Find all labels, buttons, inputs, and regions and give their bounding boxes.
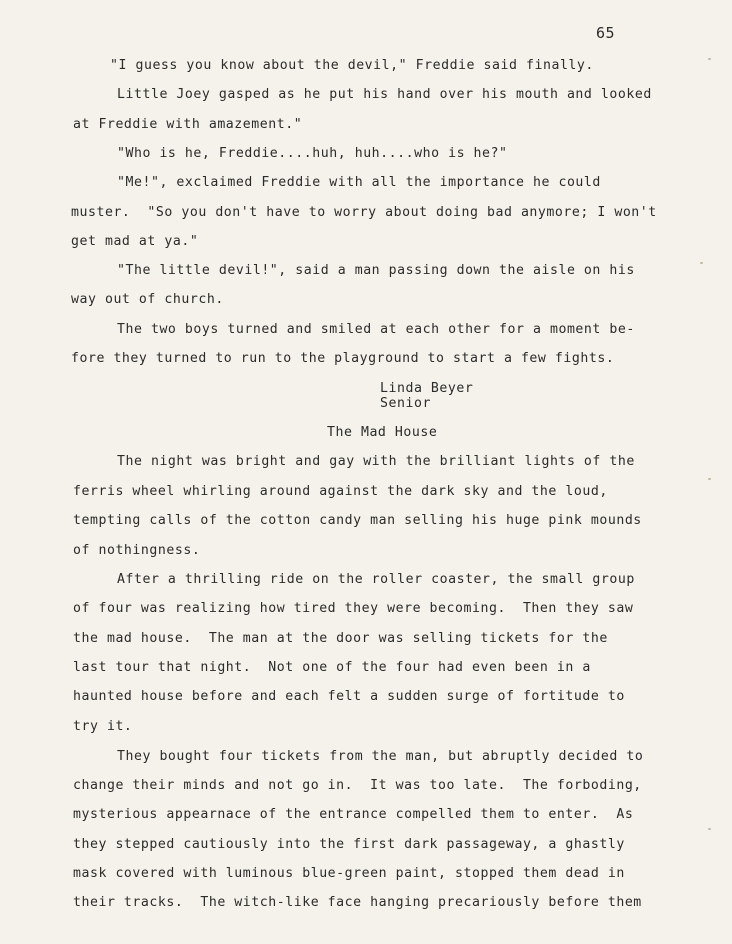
paper-speck	[708, 478, 711, 480]
author-name: Linda Beyer	[380, 381, 474, 396]
text-line: get mad at ya."	[71, 234, 199, 249]
text-line: The night was bright and gay with the brilliant lights of the	[117, 454, 635, 469]
author-class: Senior	[380, 396, 431, 411]
text-line: Little Joey gasped as he put his hand over his mouth and looked	[117, 87, 652, 102]
text-line: ferris wheel whirling around against the dark sky and the loud,	[73, 484, 608, 499]
text-line: of four was realizing how tired they were becoming. Then they saw	[73, 601, 634, 616]
text-line: last tour that night. Not one of the four had even been in a	[73, 660, 591, 675]
text-line: change their minds and not go in. It was too late. The forboding,	[73, 778, 642, 793]
paper-speck	[708, 828, 711, 830]
text-line: mask covered with luminous blue-green paint, stopped them dead in	[73, 866, 625, 881]
text-line: "Who is he, Freddie....huh, huh....who is he?"	[117, 146, 508, 161]
paper-speck	[708, 58, 711, 60]
text-line: "The little devil!", said a man passing down the aisle on his	[117, 263, 635, 278]
text-line: They bought four tickets from the man, but abruptly decided to	[117, 749, 644, 764]
text-line: "I guess you know about the devil," Freddie said finally.	[110, 58, 594, 73]
text-line: of nothingness.	[73, 543, 201, 558]
text-line: After a thrilling ride on the roller coaster, the small group	[117, 572, 635, 587]
text-line: muster. "So you don't have to worry about doing bad anymore; I won't	[71, 205, 657, 220]
text-line: "Me!", exclaimed Freddie with all the importance he could	[117, 175, 601, 190]
paper-speck	[700, 262, 703, 264]
text-line: try it.	[73, 719, 133, 734]
story-title: The Mad House	[327, 425, 438, 440]
text-line: mysterious appearnace of the entrance compelled them to enter. As	[73, 807, 634, 822]
text-line: tempting calls of the cotton candy man selling his huge pink mounds	[73, 513, 642, 528]
text-line: they stepped cautiously into the first dark passageway, a ghastly	[73, 837, 625, 852]
text-line: The two boys turned and smiled at each other for a moment be-	[117, 322, 635, 337]
text-line: at Freddie with amazement."	[73, 117, 303, 132]
text-line: fore they turned to run to the playground to start a few fights.	[71, 351, 615, 366]
text-line: their tracks. The witch-like face hanging precariously before them	[73, 895, 642, 910]
text-line: the mad house. The man at the door was selling tickets for the	[73, 631, 608, 646]
text-line: way out of church.	[71, 292, 224, 307]
text-line: haunted house before and each felt a sudden surge of fortitude to	[73, 689, 625, 704]
page-number: 65	[596, 24, 616, 42]
